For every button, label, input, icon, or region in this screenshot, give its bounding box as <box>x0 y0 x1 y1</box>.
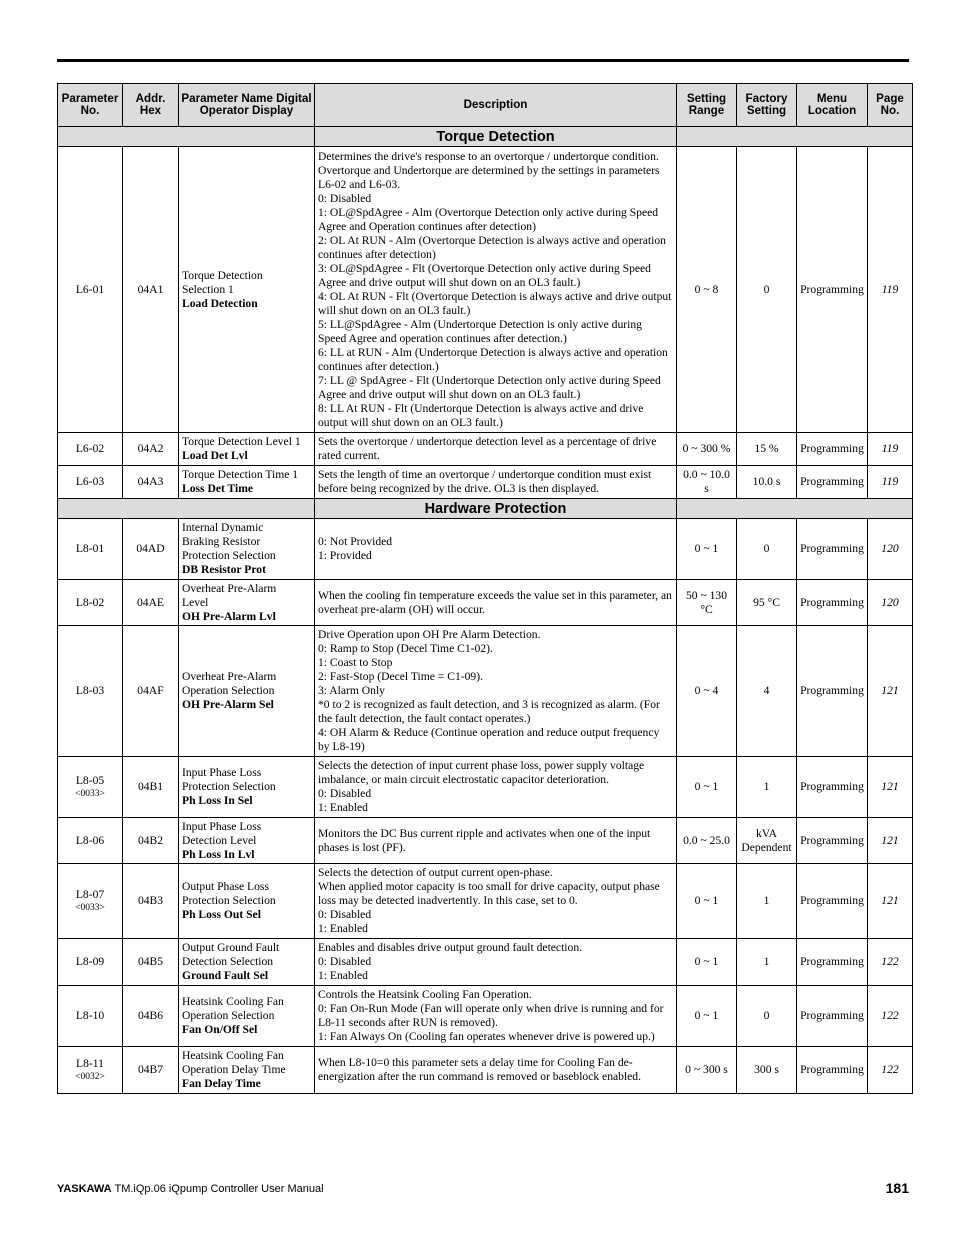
setting-range: 0 ~ 1 <box>677 864 737 939</box>
setting-range: 0 ~ 1 <box>677 939 737 986</box>
menu-location: Programming <box>797 1047 868 1094</box>
table-row <box>58 818 913 864</box>
section-row-torque <box>58 127 913 147</box>
footer-page-number: 181 <box>885 1180 909 1196</box>
operator-display: Ph Loss In Sel <box>182 794 253 807</box>
setting-range: 50 ~ 130 °C <box>677 580 737 626</box>
param-name-line: Operation Delay Time <box>182 1063 286 1076</box>
description-line: 0: Disabled <box>318 908 372 921</box>
operator-display: Ph Loss In Lvl <box>182 847 255 861</box>
description-cell <box>315 1047 677 1094</box>
setting-range: 0 ~ 4 <box>677 626 737 757</box>
param-no-cell <box>58 864 123 939</box>
description-line: Determines the drive's response to an overtorque / undertorque condition. Overtorque and Undertorque are determined by the settings in parameters L6-02 and L6-03. <box>318 149 660 191</box>
operator-display: Fan On/Off Sel <box>182 1023 258 1036</box>
description-line: 5: LL@SpdAgree - Alm (Undertorque Detection is only active during Speed Agree and operation continues after detection.) <box>318 317 642 345</box>
description-line: When applied motor capacity is too small for drive capacity, output phase loss may be detected inadvertently. In this case, set to 0. <box>318 880 660 907</box>
addr-hex: 04AD <box>123 519 179 580</box>
param-no-cell <box>58 147 123 433</box>
param-name-cell <box>179 626 315 757</box>
description-line: 0: Disabled <box>318 191 372 205</box>
param-name-cell <box>179 147 315 433</box>
addr-hex: 04AF <box>123 626 179 757</box>
addr-hex: 04B3 <box>123 864 179 939</box>
addr-hex: 04A2 <box>123 433 179 466</box>
description-line: Selects the detection of input current phase loss, power supply voltage imbalance, or main circuit electrostatic capacitor deterioration. <box>318 759 645 786</box>
menu-location: Programming <box>797 864 868 939</box>
menu-location: Programming <box>797 147 868 433</box>
table-row <box>58 986 913 1047</box>
param-name-cell <box>179 864 315 939</box>
addr-hex: 04A1 <box>123 147 179 433</box>
setting-range: 0.0 ~ 25.0 <box>677 818 737 864</box>
description-line: 0: Disabled <box>318 787 372 800</box>
description-cell <box>315 519 677 580</box>
page-no: 121 <box>868 864 913 939</box>
footer-manual-title <box>57 1183 324 1195</box>
description-line: 1: Enabled <box>318 969 368 982</box>
description-line: 1: Fan Always On (Cooling fan operates whenever drive is powered up.) <box>318 1030 655 1043</box>
description-cell <box>315 939 677 986</box>
description-cell <box>315 818 677 864</box>
description-line: 4: OL At RUN - Flt (Overtorque Detection is always active and drive output will shut down on an OL3 fault.) <box>318 289 672 317</box>
operator-display: Load Detection <box>182 296 258 310</box>
table-row <box>58 580 913 626</box>
header-page-no: Page No. <box>868 84 913 127</box>
param-name-line: Heatsink Cooling Fan <box>182 995 284 1008</box>
description-cell <box>315 986 677 1047</box>
menu-location: Programming <box>797 757 868 818</box>
setting-range: 0 ~ 300 s <box>677 1047 737 1094</box>
menu-location: Programming <box>797 519 868 580</box>
param-no-cell <box>58 466 123 499</box>
param-no-cell <box>58 757 123 818</box>
description-line: 0: Disabled <box>318 955 372 968</box>
description-line: Monitors the DC Bus current ripple and activates when one of the input phases is lost (PF). <box>318 826 651 854</box>
section-spacer <box>58 499 315 519</box>
description-line: 2: Fast-Stop (Decel Time = C1-09). <box>318 670 483 683</box>
param-name-line: Selection 1 <box>182 282 234 296</box>
description-line: 0: Fan On-Run Mode (Fan will operate only when drive is running and for L8-11 seconds after RUN is removed). <box>318 1002 664 1029</box>
param-no: L8-06 <box>75 833 105 847</box>
param-no-cell <box>58 818 123 864</box>
param-name-cell <box>179 939 315 986</box>
factory-setting: 0 <box>737 519 797 580</box>
description-line: Sets the length of time an overtorque / undertorque condition must exist before being recognized by the drive. OL3 is then displayed. <box>318 468 652 495</box>
top-rule <box>57 59 909 62</box>
description-line: When the cooling fin temperature exceeds the value set in this parameter, an overheat pre-alarm (OH) will occur. <box>318 588 672 616</box>
header-param-name: Parameter Name Digital Operator Display <box>179 84 315 127</box>
param-revision: <0032> <box>75 1072 105 1082</box>
menu-location: Programming <box>797 818 868 864</box>
param-no: L6-03 <box>75 475 105 488</box>
description-line: Sets the overtorque / undertorque detection level as a percentage of drive rated current. <box>318 435 657 462</box>
description-line: Drive Operation upon OH Pre Alarm Detection. <box>318 628 541 641</box>
description-line: When L8-10=0 this parameter sets a delay time for Cooling Fan de-energization after the run command is removed or baseblock enabled. <box>318 1056 642 1083</box>
param-name-cell <box>179 757 315 818</box>
description-cell <box>315 757 677 818</box>
page-no: 122 <box>868 1047 913 1094</box>
operator-display: Load Det Lvl <box>182 449 248 462</box>
param-name-line: Torque Detection Time 1 <box>182 468 299 481</box>
table-row <box>58 433 913 466</box>
menu-location: Programming <box>797 939 868 986</box>
description-line: 0: Ramp to Stop (Decel Time C1-02). <box>318 642 493 655</box>
footer-brand: YASKAWA <box>57 1183 112 1195</box>
param-name-line: Torque Detection Level 1 <box>182 435 301 448</box>
page-no: 120 <box>868 519 913 580</box>
setting-range: 0.0 ~ 10.0 s <box>677 466 737 499</box>
menu-location: Programming <box>797 466 868 499</box>
param-name-cell <box>179 1047 315 1094</box>
addr-hex: 04B7 <box>123 1047 179 1094</box>
table-row <box>58 1047 913 1094</box>
menu-location: Programming <box>797 986 868 1047</box>
param-name-line: Overheat Pre-Alarm <box>182 581 277 595</box>
param-name-line: Output Ground Fault <box>182 941 280 954</box>
menu-location: Programming <box>797 433 868 466</box>
param-name-line: Input Phase Loss <box>182 766 262 779</box>
page-no: 122 <box>868 986 913 1047</box>
param-no-cell <box>58 519 123 580</box>
description-line: 6: LL at RUN - Alm (Undertorque Detection is always active and operation continues after detection.) <box>318 345 668 373</box>
factory-setting: 15 % <box>737 433 797 466</box>
param-no: L6-02 <box>75 442 105 455</box>
section-spacer <box>677 127 913 147</box>
param-name-cell <box>179 433 315 466</box>
description-line: 3: Alarm Only <box>318 684 385 697</box>
factory-setting: kVA Dependent <box>737 818 797 864</box>
table-row <box>58 939 913 986</box>
factory-setting: 1 <box>737 939 797 986</box>
table-row <box>58 519 913 580</box>
description-cell <box>315 626 677 757</box>
param-no-cell <box>58 626 123 757</box>
factory-setting: 10.0 s <box>737 466 797 499</box>
section-spacer <box>677 499 913 519</box>
page-no: 121 <box>868 757 913 818</box>
param-name-line: Overheat Pre-Alarm <box>182 670 277 683</box>
param-no: L8-11 <box>76 1057 104 1070</box>
header-row <box>58 84 913 127</box>
addr-hex: 04B6 <box>123 986 179 1047</box>
param-no: L8-03 <box>75 684 105 697</box>
param-name-line: Braking Resistor <box>182 535 261 548</box>
operator-display: Ground Fault Sel <box>182 969 269 982</box>
factory-setting: 300 s <box>737 1047 797 1094</box>
description-line: 3: OL@SpdAgree - Flt (Overtorque Detection only active during Speed Agree and drive output will shut down on an OL3 fault.) <box>318 261 651 289</box>
param-name-cell <box>179 986 315 1047</box>
param-name-line: Protection Selection <box>182 549 276 562</box>
description-cell <box>315 433 677 466</box>
description-line: 8: LL At RUN - Flt (Undertorque Detection is always active and drive output will shut down on an OL3 fault.) <box>318 401 644 429</box>
setting-range: 0 ~ 1 <box>677 986 737 1047</box>
param-name-line: Input Phase Loss <box>182 819 262 833</box>
param-no: L8-02 <box>75 595 105 609</box>
param-name-cell <box>179 519 315 580</box>
header-addr-hex: Addr. Hex <box>123 84 179 127</box>
table-row <box>58 757 913 818</box>
factory-setting: 4 <box>737 626 797 757</box>
description-line: 1: Coast to Stop <box>318 656 393 669</box>
page-no: 119 <box>868 147 913 433</box>
setting-range: 0 ~ 1 <box>677 519 737 580</box>
param-name-line: Operation Selection <box>182 1009 275 1022</box>
operator-display: Loss Det Time <box>182 482 254 495</box>
description-cell <box>315 580 677 626</box>
footer-manual: TM.iQp.06 iQpump Controller User Manual <box>114 1183 324 1195</box>
factory-setting: 0 <box>737 147 797 433</box>
description-line: 1: Provided <box>318 549 372 562</box>
page-no: 119 <box>868 466 913 499</box>
table-row <box>58 466 913 499</box>
param-name-cell <box>179 580 315 626</box>
page-no: 121 <box>868 818 913 864</box>
table-row <box>58 147 913 433</box>
param-no: L8-10 <box>75 1009 105 1022</box>
factory-setting: 1 <box>737 757 797 818</box>
operator-display: OH Pre-Alarm Sel <box>182 698 274 711</box>
header-param-no: Parameter No. <box>58 84 123 127</box>
header-menu-location: Menu Location <box>797 84 868 127</box>
param-name-line: Level <box>182 595 209 609</box>
param-name-line: Protection Selection <box>182 894 276 907</box>
param-revision: <0033> <box>75 903 105 913</box>
description-line: Controls the Heatsink Cooling Fan Operation. <box>318 988 532 1001</box>
description-line: *0 to 2 is recognized as fault detection, and 3 is recognized as alarm. (For the fault detection, the fault contact operates.) <box>318 698 660 725</box>
operator-display: OH Pre-Alarm Lvl <box>182 609 276 623</box>
param-revision: <0033> <box>75 789 105 799</box>
param-no-cell <box>58 986 123 1047</box>
description-cell <box>315 466 677 499</box>
setting-range: 0 ~ 300 % <box>677 433 737 466</box>
menu-location: Programming <box>797 580 868 626</box>
section-row-hardware <box>58 499 913 519</box>
param-no-cell <box>58 433 123 466</box>
section-title: Hardware Protection <box>315 499 677 519</box>
operator-display: Fan Delay Time <box>182 1077 261 1090</box>
param-no: L8-01 <box>75 542 105 555</box>
parameter-table <box>57 83 913 1094</box>
param-no: L8-07 <box>75 888 105 901</box>
param-name-line: Heatsink Cooling Fan <box>182 1049 284 1062</box>
description-cell <box>315 864 677 939</box>
param-no-cell <box>58 580 123 626</box>
factory-setting: 95 °C <box>737 580 797 626</box>
description-line: 2: OL At RUN - Alm (Overtorque Detection is always active and operation continues after detection) <box>318 233 666 261</box>
description-line: 1: Enabled <box>318 922 368 935</box>
menu-location: Programming <box>797 626 868 757</box>
page-no: 119 <box>868 433 913 466</box>
param-name-line: Protection Selection <box>182 780 276 793</box>
addr-hex: 04AE <box>123 580 179 626</box>
setting-range: 0 ~ 8 <box>677 147 737 433</box>
header-setting-range: Setting Range <box>677 84 737 127</box>
section-spacer <box>58 127 315 147</box>
addr-hex: 04A3 <box>123 466 179 499</box>
operator-display: Ph Loss Out Sel <box>182 908 261 921</box>
factory-setting: 1 <box>737 864 797 939</box>
table-row <box>58 864 913 939</box>
description-cell <box>315 147 677 433</box>
description-line: Enables and disables drive output ground fault detection. <box>318 941 583 954</box>
header-description: Description <box>315 84 677 127</box>
param-name-line: Operation Selection <box>182 684 275 697</box>
param-no: L8-09 <box>75 955 105 968</box>
param-no: L8-05 <box>75 774 105 787</box>
description-line: 1: OL@SpdAgree - Alm (Overtorque Detection only active during Speed Agree and Operation continues after detection) <box>318 205 659 233</box>
page-no: 122 <box>868 939 913 986</box>
page-no: 121 <box>868 626 913 757</box>
description-line: Selects the detection of output current open-phase. <box>318 866 553 879</box>
param-name-line: Internal Dynamic <box>182 521 264 534</box>
setting-range: 0 ~ 1 <box>677 757 737 818</box>
param-name-cell <box>179 818 315 864</box>
page-no: 120 <box>868 580 913 626</box>
operator-display: DB Resistor Prot <box>182 563 266 576</box>
description-line: 7: LL @ SpdAgree - Flt (Undertorque Detection only active during Speed Agree and drive output will shut down on an OL3 fault.) <box>318 373 661 401</box>
addr-hex: 04B1 <box>123 757 179 818</box>
addr-hex: 04B2 <box>123 818 179 864</box>
param-no-cell <box>58 1047 123 1094</box>
section-title: Torque Detection <box>315 127 677 147</box>
addr-hex: 04B5 <box>123 939 179 986</box>
header-factory-setting: Factory Setting <box>737 84 797 127</box>
description-line: 4: OH Alarm & Reduce (Continue operation and reduce output frequency by L8-19) <box>318 726 660 753</box>
param-no-cell <box>58 939 123 986</box>
param-name-line: Torque Detection <box>182 268 263 282</box>
description-line: 1: Enabled <box>318 801 368 814</box>
param-name-line: Detection Selection <box>182 955 274 968</box>
table-row <box>58 626 913 757</box>
description-line: 0: Not Provided <box>318 535 393 548</box>
param-name-line: Detection Level <box>182 833 257 847</box>
param-no: L6-01 <box>75 282 105 296</box>
param-name-cell <box>179 466 315 499</box>
param-name-line: Output Phase Loss <box>182 880 269 893</box>
factory-setting: 0 <box>737 986 797 1047</box>
